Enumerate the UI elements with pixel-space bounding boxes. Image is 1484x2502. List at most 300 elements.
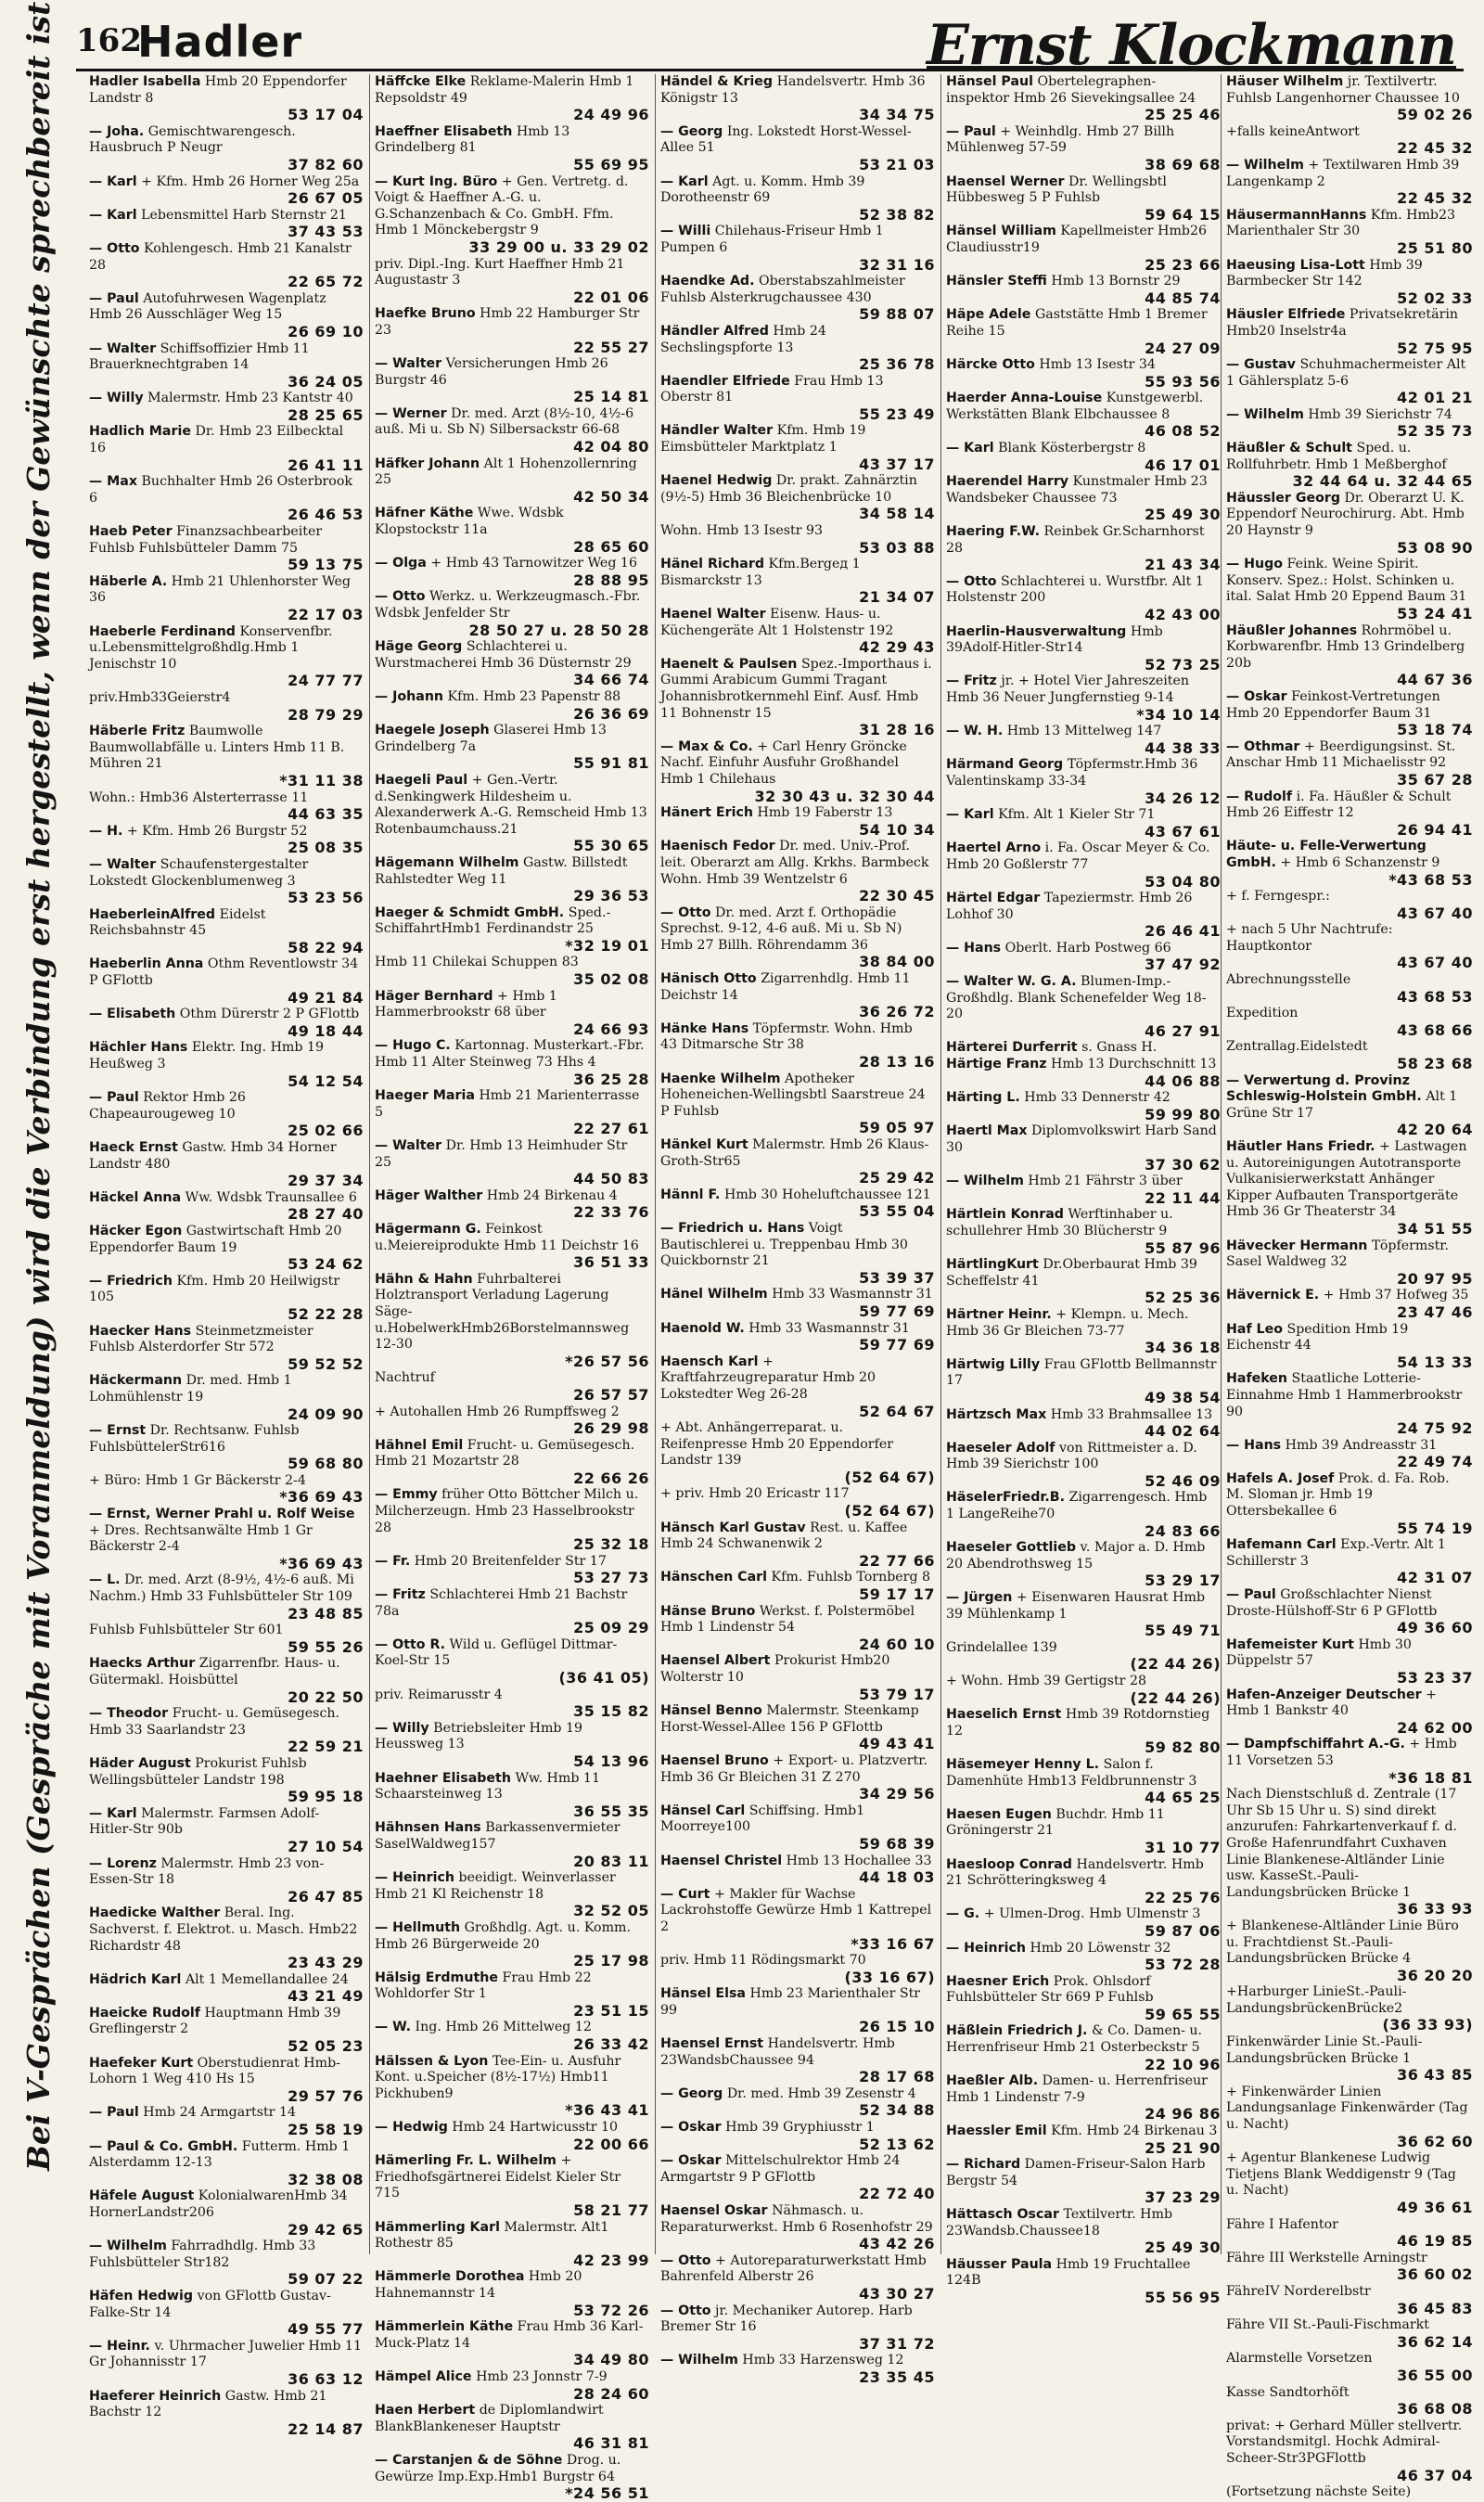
entry-details: Töpfermstr. Wohn. Hmb 43 Ditmarsche Str 38 bbox=[660, 1020, 913, 1053]
entry-details: + Kfm. Hmb 26 Burgstr 52 bbox=[126, 823, 308, 839]
entry-name: Härtel Edgar bbox=[946, 891, 1041, 906]
entry-phone: 25 49 30 bbox=[1145, 506, 1221, 524]
entry-details: Abrechnungsstelle bbox=[1226, 972, 1351, 988]
entry-name: Häfen Hedwig bbox=[89, 2288, 194, 2303]
entry-details: Dr. Hmb 23 Eilbecktal 16 bbox=[89, 424, 344, 456]
entry-phone: 25 17 98 bbox=[573, 1952, 649, 1970]
entry-phone: 53 79 17 bbox=[859, 1685, 935, 1703]
directory-entry bbox=[660, 124, 935, 173]
directory-entry bbox=[1226, 2251, 1473, 2283]
entry-phone: 59 55 26 bbox=[288, 1637, 364, 1656]
entry-phone: 43 68 66 bbox=[1397, 1020, 1473, 1039]
entry-details: Exp.-Vertr. Alt 1 Schillerstr 3 bbox=[1226, 1537, 1446, 1569]
entry-name: Haesloop Conrad bbox=[946, 1856, 1072, 1872]
entry-details: + Kraftfahrzeugreparatur Hmb 20 Lokstedter Weg 26-28 bbox=[660, 1354, 876, 1402]
entry-phone: 54 12 54 bbox=[288, 1071, 364, 1090]
entry-phone: 26 41 11 bbox=[288, 455, 364, 474]
directory-entry bbox=[375, 1088, 649, 1137]
entry-details: Schiffsing. Hmb1 Moorreye100 bbox=[660, 1803, 865, 1835]
entry-details: + Hmb 11 Vorsetzen 53 bbox=[1226, 1737, 1457, 1768]
entry-phone: 29 36 53 bbox=[573, 887, 649, 905]
entry-name: — Carstanjen & de Söhne bbox=[375, 2452, 563, 2468]
entry-details: Töpfermstr. Sasel Waldweg 32 bbox=[1226, 1238, 1450, 1270]
entry-name: — Walter bbox=[375, 1138, 442, 1153]
directory-entry bbox=[660, 905, 935, 970]
entry-phone: 59 87 06 bbox=[1145, 1921, 1221, 1940]
directory-entry bbox=[1226, 739, 1473, 789]
entry-details: Dr. med. Arzt (8-9½, 4½-6 auß. Mi Nachm.) Hmb 33 Fuhlsbütteler Str 109 bbox=[89, 1572, 354, 1605]
directory-entry bbox=[375, 406, 649, 455]
entry-name: Haeicke Rudolf bbox=[89, 2005, 200, 2021]
column-divider bbox=[940, 74, 941, 2254]
directory-entry bbox=[660, 607, 935, 656]
directory-entry bbox=[1226, 2034, 1473, 2084]
entry-phone: 59 95 18 bbox=[288, 1788, 364, 1806]
entry-phone: 37 31 72 bbox=[859, 2334, 935, 2353]
entry-phone: 20 83 11 bbox=[573, 1852, 649, 1870]
directory-entry bbox=[1226, 2150, 1473, 2215]
entry-phone: 55 87 96 bbox=[1145, 1238, 1221, 1257]
entry-phone: *34 10 14 bbox=[1136, 705, 1221, 724]
entry-phone: 52 75 95 bbox=[1397, 339, 1473, 357]
entry-details: Sped.-SchiffahrtHmb1 Ferdinandstr 25 bbox=[375, 905, 611, 937]
entry-details: Kfm. Fuhlsb Tornberg 8 bbox=[771, 1570, 931, 1585]
entry-details: + f. Ferngespr.: bbox=[1226, 889, 1330, 905]
entry-details: Oberstudienrat Hmb-Lohorn 1 Weg 410 Hs 15 bbox=[89, 2055, 340, 2087]
entry-name: Häffcke Elke bbox=[375, 74, 467, 89]
entry-phone: 36 63 12 bbox=[288, 2369, 364, 2388]
directory-entry bbox=[660, 1803, 935, 1853]
entry-name: Härcke Otto bbox=[946, 357, 1035, 373]
entry-name: Haefeker Kurt bbox=[89, 2055, 194, 2071]
entry-details: Schlachterei u. Wurstfbr. Alt 1 Holstenstr 200 bbox=[946, 573, 1204, 606]
entry-phone: 43 37 17 bbox=[859, 455, 935, 473]
entry-phone: 55 56 95 bbox=[1145, 2288, 1221, 2306]
entry-details: Damen- u. Herrenfriseur Hmb 1 Lindenstr 7-9 bbox=[946, 2073, 1208, 2105]
directory-entry bbox=[660, 1570, 935, 1602]
entry-name: — Paul bbox=[89, 1090, 139, 1106]
directory-entry bbox=[1226, 789, 1473, 839]
entry-name: Hänisch Otto bbox=[660, 971, 757, 987]
entry-phone: 36 55 35 bbox=[573, 1802, 649, 1820]
entry-details: Dr. Wellingsbtl Hübbesweg 5 P Fuhlsb bbox=[946, 173, 1167, 206]
entry-name: Häfner Käthe bbox=[375, 506, 474, 521]
entry-details: Barkassenvermieter SaselWaldweg157 bbox=[375, 1820, 620, 1852]
entry-phone: 42 23 99 bbox=[573, 2251, 649, 2269]
entry-name: Häussler Georg bbox=[1226, 490, 1341, 506]
directory-entry bbox=[375, 1721, 649, 1770]
entry-details: Hmb 33 Wasmannstr 31 bbox=[748, 1320, 910, 1336]
entry-name: Härtlein Konrad bbox=[946, 1207, 1064, 1223]
entry-phone: (52 64 67) bbox=[844, 1502, 935, 1520]
entry-name: Haeselich Ernst bbox=[946, 1707, 1062, 1723]
entry-name: Hänschen Carl bbox=[660, 1570, 768, 1585]
entry-name: — Oskar bbox=[660, 2120, 722, 2136]
column-4 bbox=[946, 74, 1221, 2306]
directory-entry bbox=[89, 1373, 364, 1422]
entry-phone: 23 43 29 bbox=[288, 1954, 364, 1972]
directory-entry bbox=[375, 1771, 649, 1820]
directory-entry bbox=[89, 1507, 364, 1572]
entry-details: Zentrallag.Eidelstedt bbox=[1226, 1039, 1368, 1055]
entry-phone: 23 51 15 bbox=[573, 2001, 649, 2020]
entry-phone: 38 69 68 bbox=[1145, 155, 1221, 173]
directory-entry bbox=[89, 1040, 364, 1089]
entry-phone: 49 18 44 bbox=[288, 1021, 364, 1040]
directory-entry bbox=[946, 1540, 1221, 1589]
directory-entry bbox=[946, 74, 1221, 123]
entry-details: + Friedhofsgärtnerei Eidelst Kieler Str 715 bbox=[375, 2153, 620, 2201]
directory-entry bbox=[375, 905, 649, 955]
entry-name: — Paul bbox=[946, 123, 996, 139]
directory-entry bbox=[1226, 307, 1473, 356]
directory-entry bbox=[89, 1224, 364, 1273]
entry-phone: 55 49 71 bbox=[1145, 1622, 1221, 1640]
directory-entry bbox=[660, 224, 935, 273]
entry-name: Hänke Hans bbox=[660, 1020, 749, 1036]
entry-details: Buchhalter Hmb 26 Osterbrook 6 bbox=[89, 474, 352, 506]
directory-entry bbox=[946, 891, 1221, 940]
page-number: 162 bbox=[76, 22, 142, 59]
entry-phone: 34 26 12 bbox=[1145, 789, 1221, 807]
directory-entry bbox=[89, 790, 364, 823]
entry-name: — Hellmuth bbox=[375, 1919, 461, 1935]
column-1 bbox=[89, 74, 364, 2438]
entry-details: Werkz. u. Werkzeugmasch.-Fbr. Wdsbk Jenfelder Str bbox=[375, 589, 641, 621]
entry-details: Prokurist Hmb20 Wolterstr 10 bbox=[660, 1653, 890, 1685]
directory-entry bbox=[1226, 357, 1473, 406]
directory-entry bbox=[660, 1887, 935, 1952]
entry-name: — Otto bbox=[660, 2252, 711, 2268]
entry-name: — Johann bbox=[375, 688, 444, 704]
entry-phone: 46 17 01 bbox=[1145, 455, 1221, 474]
entry-name: Häußler Johannes bbox=[1226, 622, 1358, 638]
directory-entry bbox=[946, 1441, 1221, 1490]
directory-entry bbox=[375, 456, 649, 506]
entry-phone: 22 45 32 bbox=[1397, 139, 1473, 158]
entry-name: Haertl Max bbox=[946, 1123, 1028, 1139]
directory-entry bbox=[375, 1038, 649, 1087]
entry-phone: 36 45 83 bbox=[1397, 2299, 1473, 2317]
entry-phone: 46 27 91 bbox=[1145, 1021, 1221, 1040]
entry-details: Spedition Hmb 19 Eichenstr 44 bbox=[1226, 1321, 1409, 1354]
directory-entry bbox=[1226, 1787, 1473, 1918]
directory-entry bbox=[89, 1473, 364, 1506]
entry-name: Haeusing Lisa-Lott bbox=[1226, 257, 1365, 273]
directory-entry bbox=[375, 2453, 649, 2502]
entry-details: Großhdlg. Agt. u. Komm. Hmb 26 Bürgerweide 20 bbox=[375, 1919, 632, 1952]
entry-phone: 28 24 60 bbox=[573, 2384, 649, 2403]
entry-name: Haenel Hedwig bbox=[660, 473, 773, 489]
entry-name: Haf Leo bbox=[1226, 1321, 1283, 1337]
entry-details: Handelsvertr. Hmb 23WandsbChaussee 94 bbox=[660, 2036, 895, 2068]
entry-phone: 52 35 73 bbox=[1397, 422, 1473, 441]
directory-entry bbox=[660, 2303, 935, 2353]
entry-details: Oberstabszahlmeister Fuhlsb Alsterkrugchaussee 430 bbox=[660, 274, 905, 305]
entry-name: Häßlein Friedrich J. bbox=[946, 2023, 1088, 2039]
directory-entry bbox=[89, 574, 364, 623]
entry-name: Hänkel Kurt bbox=[660, 1137, 748, 1152]
entry-name: — Hugo bbox=[1226, 557, 1284, 572]
entry-name: — Otto bbox=[89, 240, 140, 256]
directory-entry bbox=[89, 2188, 364, 2238]
directory-entry bbox=[89, 1972, 364, 2005]
directory-entry bbox=[660, 1021, 935, 1071]
directory-entry bbox=[375, 2269, 649, 2318]
entry-name: Haegeli Paul bbox=[375, 772, 468, 788]
entry-phone: 32 31 16 bbox=[859, 255, 935, 274]
directory-entry bbox=[660, 1953, 935, 1985]
directory-entry bbox=[89, 424, 364, 473]
entry-name: Händel & Krieg bbox=[660, 74, 774, 89]
entry-details: Hmb 24 Sechslingspforte 13 bbox=[660, 323, 826, 355]
entry-phone: 43 67 40 bbox=[1397, 904, 1473, 922]
entry-details: Obertelegraphen-inspektor Hmb 26 Sievekingsallee 24 bbox=[946, 74, 1196, 106]
entry-phone: 55 93 56 bbox=[1145, 372, 1221, 391]
entry-phone: 32 38 08 bbox=[288, 2170, 364, 2188]
entry-phone: 53 04 80 bbox=[1145, 872, 1221, 891]
directory-entry bbox=[1226, 2317, 1473, 2350]
entry-details: FähreIV Norderelbstr bbox=[1226, 2283, 1371, 2299]
entry-name: — Hedwig bbox=[375, 2120, 448, 2136]
entry-name: Hämpel Alice bbox=[375, 2368, 472, 2384]
entry-details: + Hmb 6 Schanzenstr 9 bbox=[1280, 854, 1440, 870]
entry-phone: 46 08 52 bbox=[1145, 422, 1221, 441]
entry-phone: 44 67 36 bbox=[1397, 671, 1473, 689]
directory-entry bbox=[660, 2086, 935, 2119]
directory-entry bbox=[946, 1207, 1221, 1256]
directory-entry bbox=[1226, 258, 1473, 307]
entry-name: — Olga bbox=[375, 556, 427, 571]
entry-details: Tapeziermstr. Hmb 26 Lohhof 30 bbox=[946, 891, 1193, 922]
entry-details: Werftinhaber u. schullehrer Hmb 30 Blücherstr 9 bbox=[946, 1207, 1173, 1238]
directory-entry bbox=[89, 690, 364, 723]
entry-name: — Karl bbox=[89, 1805, 137, 1821]
entry-details: Ww. Hmb 11 Schaarsteinweg 13 bbox=[375, 1770, 600, 1803]
entry-details: Diplomvolkswirt Harb Sand 30 bbox=[946, 1123, 1217, 1155]
entry-details: Hmb 13 Hochallee 33 bbox=[786, 1853, 932, 1868]
entry-name: Hämmerling Karl bbox=[375, 2219, 500, 2235]
directory-entry bbox=[375, 1637, 649, 1687]
entry-details: + Klempn. u. Mech. Hmb 36 Gr Bleichen 73-77 bbox=[946, 1306, 1189, 1339]
entry-details: Lebensmittel Harb Sternstr 21 bbox=[141, 207, 347, 223]
directory-entry bbox=[1226, 689, 1473, 738]
entry-details: Salon f. Damenhüte Hmb13 Feldbrunnenstr 3 bbox=[946, 1756, 1197, 1789]
entry-phone: 59 07 22 bbox=[288, 2270, 364, 2289]
entry-details: + Lastwagen u. Autoreinigungen Autotransporte Vulkanisierwerkstatt Anhänger Kipper Aufbauten Transportgeräte Hmb 36 Gr Theaterstr 34 bbox=[1226, 1139, 1467, 1220]
entry-details: Kartonnag. Musterkart.-Fbr. Hmb 11 Alter Steinweg 73 Hhs 4 bbox=[375, 1038, 645, 1071]
entry-name: HärtlingKurt bbox=[946, 1257, 1039, 1273]
entry-details: Hmb 39 Andreasstr 31 bbox=[1285, 1437, 1438, 1453]
directory-entry bbox=[1226, 1471, 1473, 1536]
directory-entry bbox=[375, 1587, 649, 1636]
directory-entry bbox=[946, 674, 1221, 723]
entry-name: Hägemann Wilhelm bbox=[375, 854, 519, 870]
entry-name: Haerder Anna-Louise bbox=[946, 391, 1103, 406]
directory-entry bbox=[946, 357, 1221, 390]
entry-phone: 53 08 90 bbox=[1397, 538, 1473, 557]
entry-name: Händler Alfred bbox=[660, 323, 769, 339]
entry-phone: 44 02 64 bbox=[1145, 1422, 1221, 1441]
entry-phone: 37 23 29 bbox=[1145, 2188, 1221, 2207]
entry-name: — Theodor bbox=[89, 1706, 169, 1722]
directory-entry bbox=[1226, 1238, 1473, 1288]
entry-name: Haerendel Harry bbox=[946, 474, 1069, 490]
entry-phone: 22 17 03 bbox=[288, 606, 364, 623]
entry-phone: 34 51 55 bbox=[1397, 1219, 1473, 1238]
entry-details: Kunstmaler Hmb 23 Wandsbeker Chaussee 73 bbox=[946, 474, 1208, 506]
entry-name: Haeseler Adolf bbox=[946, 1440, 1055, 1456]
entry-phone: 44 38 33 bbox=[1145, 738, 1221, 757]
entry-phone: 23 35 45 bbox=[859, 2367, 935, 2386]
directory-entry bbox=[375, 1870, 649, 1919]
column-divider bbox=[1221, 74, 1222, 2254]
entry-name: Häge Georg bbox=[375, 639, 463, 655]
entry-details: + Kfm. Hmb 26 Horner Weg 25a bbox=[141, 173, 360, 189]
directory-entry bbox=[89, 857, 364, 906]
directory-entry bbox=[660, 657, 935, 738]
entry-phone: 23 48 85 bbox=[288, 1604, 364, 1623]
entry-phone: 52 25 36 bbox=[1145, 1289, 1221, 1307]
entry-name: Häberle Fritz bbox=[89, 724, 186, 739]
entry-name: — Willy bbox=[89, 391, 144, 406]
entry-phone: 34 29 56 bbox=[859, 1785, 935, 1803]
entry-phone: 52 22 28 bbox=[288, 1304, 364, 1323]
entry-details: Gastwirtschaft Hmb 20 Eppendorfer Baum 19 bbox=[89, 1223, 342, 1255]
entry-details: Zigarrenhdlg. Hmb 11 Deichstr 14 bbox=[660, 971, 911, 1003]
entry-details: Kunstgewerbl. Werkstätten Blank Elbchaussee 8 bbox=[946, 391, 1204, 422]
entry-name: HäselerFriedr.B. bbox=[946, 1490, 1065, 1506]
entry-phone: 44 63 35 bbox=[288, 805, 364, 824]
entry-phone: 59 64 15 bbox=[1145, 205, 1221, 224]
directory-entry bbox=[89, 1324, 364, 1373]
entry-name: Härtige Franz bbox=[946, 1057, 1047, 1072]
directory-entry bbox=[375, 1970, 649, 2020]
directory-entry bbox=[660, 1604, 935, 1653]
entry-phone: 26 15 10 bbox=[859, 2018, 935, 2036]
entry-details: Othm Dürerstr 2 P GFlottb bbox=[179, 1007, 360, 1022]
entry-name: Haenisch Fedor bbox=[660, 839, 775, 854]
entry-name: Hafen-Anzeiger Deutscher bbox=[1226, 1687, 1422, 1702]
entry-details: s. Gnass H. bbox=[1081, 1040, 1158, 1056]
entry-name: Häfker Johann bbox=[375, 455, 480, 471]
entry-phone: 59 02 26 bbox=[1397, 106, 1473, 124]
entry-details: Autofuhrwesen Wagenplatz Hmb 26 Ausschläger Weg 15 bbox=[89, 290, 326, 323]
side-note: Bei V-Gesprächen (Gespräche mit Voranmeldung) wird die Verbindung erst hergestellt, wenn der Gewünschte sprechbereit ist bbox=[20, 1, 57, 2171]
entry-phone: 59 68 80 bbox=[288, 1455, 364, 1473]
entry-name: — Othmar bbox=[1226, 738, 1300, 754]
entry-phone: 54 13 33 bbox=[1397, 1353, 1473, 1371]
entry-phone: 27 10 54 bbox=[288, 1837, 364, 1855]
directory-entry bbox=[375, 1438, 649, 1487]
entry-name: Hämmerle Dorothea bbox=[375, 2269, 525, 2285]
entry-phone: 37 30 62 bbox=[1145, 1155, 1221, 1174]
entry-details: früher Otto Böttcher Milch u. Milcherzeugn. Hmb 23 Hasselbrookstr 28 bbox=[375, 1487, 639, 1535]
entry-details: Prokurist Fuhlsb Wellingsbütteler Landstr 198 bbox=[89, 1755, 307, 1788]
entry-phone: 36 68 08 bbox=[1397, 2400, 1473, 2419]
entry-name: — Walter bbox=[89, 340, 157, 356]
directory-entry bbox=[375, 1272, 649, 1370]
entry-name: — Max & Co. bbox=[660, 738, 753, 754]
entry-name: Haensch Karl bbox=[660, 1354, 759, 1369]
directory-entry bbox=[375, 589, 649, 638]
directory-entry bbox=[946, 391, 1221, 440]
entry-details: Frau Hmb 13 Oberstr 81 bbox=[660, 373, 884, 405]
entry-phone: 28 17 68 bbox=[859, 2068, 935, 2086]
directory-entry bbox=[89, 1090, 364, 1139]
entry-phone: 36 55 00 bbox=[1397, 2366, 1473, 2384]
directory-entry bbox=[946, 174, 1221, 224]
directory-entry bbox=[660, 74, 935, 123]
entry-name: — Otto bbox=[946, 573, 997, 589]
entry-phone: 59 77 69 bbox=[859, 1336, 935, 1354]
entry-details: privat: + Gerhard Müller stellvertr. Vorstandsmitgl. Hochk Admiral-Scheer-Str3PGFlottb bbox=[1226, 2418, 1463, 2466]
entry-details: priv.Hmb33Geierstr4 bbox=[89, 689, 231, 705]
entry-phone: 34 49 80 bbox=[573, 2351, 649, 2369]
entry-phone: 59 13 75 bbox=[288, 556, 364, 574]
entry-name: Hättasch Oscar bbox=[946, 2207, 1059, 2222]
entry-name: — Wilhelm bbox=[1226, 406, 1304, 422]
entry-phone: (22 44 26) bbox=[1130, 1655, 1221, 1674]
directory-entry bbox=[375, 2153, 649, 2218]
entry-details: Hmb 20 Löwenstr 32 bbox=[1030, 1940, 1171, 1956]
directory-entry bbox=[660, 174, 935, 224]
entry-phone: *24 56 51 bbox=[565, 2484, 649, 2502]
entry-name: Häute- u. Felle-Verwertung GmbH. bbox=[1226, 839, 1426, 870]
entry-phone: 26 67 05 bbox=[288, 189, 364, 208]
entry-name: — Ernst bbox=[89, 1423, 147, 1439]
entry-phone: 36 51 33 bbox=[573, 1253, 649, 1272]
entry-details: + Gen.-Vertr. d.Senkingwerk Hildesheim u. Alexanderwerk A.-G. Remscheid Hmb 13 Rotenbaumchauss.21 bbox=[375, 772, 647, 837]
entry-name: Hävernick E. bbox=[1226, 1288, 1320, 1303]
entry-name: Haehner Elisabeth bbox=[375, 1770, 511, 1786]
entry-phone: 37 82 60 bbox=[288, 155, 364, 173]
directory-entry bbox=[1226, 491, 1473, 556]
entry-phone: 25 32 18 bbox=[573, 1535, 649, 1554]
entry-details: Gemischtwarengesch. Hausbruch P Neugr bbox=[89, 123, 296, 156]
entry-phone: 20 97 95 bbox=[1397, 1269, 1473, 1288]
entry-phone: 22 11 44 bbox=[1145, 1188, 1221, 1207]
entry-details: + Hmb 1 Bankstr 40 bbox=[1226, 1687, 1438, 1719]
entry-phone: 38 84 00 bbox=[859, 953, 935, 971]
entry-phone: 24 09 90 bbox=[288, 1405, 364, 1423]
entry-name: Häpe Adele bbox=[946, 307, 1031, 323]
entry-name: Haeberle Ferdinand bbox=[89, 623, 236, 639]
entry-details: Blumen-Imp.-Großhdlg. Blank Schenefelder Weg 18-20 bbox=[946, 974, 1207, 1022]
entry-name: — Joha. bbox=[89, 123, 145, 139]
entry-name: Haenelt & Paulsen bbox=[660, 656, 798, 672]
entry-details: Alt 1 Hohenzollernring 25 bbox=[375, 455, 637, 488]
directory-entry bbox=[660, 1354, 935, 1419]
directory-entry bbox=[89, 2389, 364, 2438]
entry-phone: 52 46 09 bbox=[1145, 1471, 1221, 1490]
directory-entry bbox=[660, 2203, 935, 2252]
entry-details: Schlachterei Hmb 21 Bachstr 78a bbox=[375, 1587, 628, 1619]
entry-name: Haeseler Gottlieb bbox=[946, 1540, 1077, 1556]
entry-details: Großschlachter Nienst Droste-Hülshoff-Str 6 P GFlottb bbox=[1226, 1587, 1438, 1619]
entry-details: Hmb 39 Rotdornstieg 12 bbox=[946, 1707, 1210, 1739]
entry-phone: *32 19 01 bbox=[565, 936, 649, 955]
entry-details: Schiffsoffizier Hmb 11 Brauerknechtgraben 14 bbox=[89, 340, 310, 373]
directory-entry bbox=[375, 306, 649, 355]
directory-entry bbox=[660, 971, 935, 1020]
entry-details: Hmb 33 Brahmsallee 13 bbox=[1050, 1406, 1213, 1422]
entry-name: — Fritz bbox=[946, 674, 997, 689]
directory-entry bbox=[375, 2319, 649, 2368]
entry-details: Eisenw. Haus- u. Küchengeräte Alt 1 Holstenstr 192 bbox=[660, 607, 894, 638]
entry-details: Glaserei Hmb 13 Grindelberg 7a bbox=[375, 723, 607, 754]
entry-name: Haen Herbert bbox=[375, 2403, 476, 2419]
